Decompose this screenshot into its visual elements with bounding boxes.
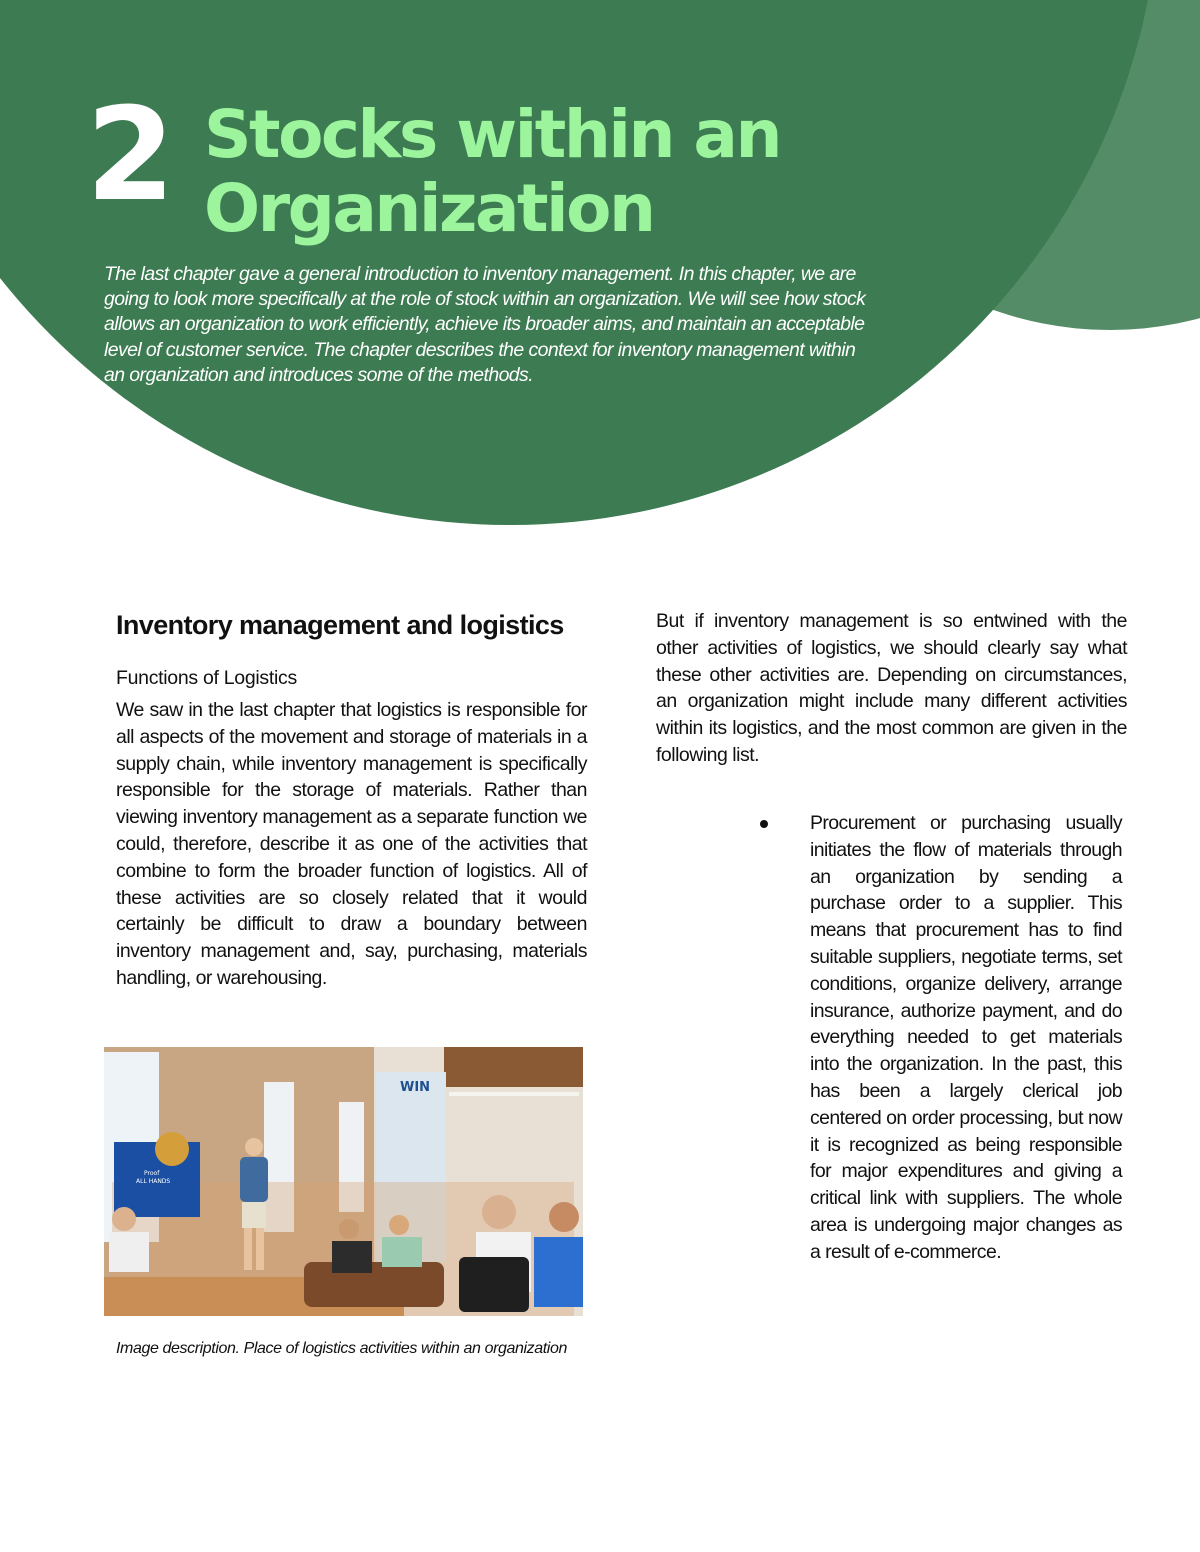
logistics-activities-list <box>760 810 1122 1266</box>
left-paragraph: We saw in the last chapter that logistics is responsible for all aspects of the movement and storage of materials in a supply chain, while inventory management is specifically responsible for the storage of materials. Rather than viewing inventory management as a separate function we could, therefore, describe it as one of the activities that combine to form the broader function of logistics. All of these activities are so closely related that it would certainly be difficult to draw a boundary between inventory management and, say, purchasing, materials handling, or warehousing. <box>116 699 587 989</box>
subheading: Functions of Logistics <box>116 667 297 689</box>
presenter-leg <box>256 1228 264 1270</box>
audience-member <box>549 1202 579 1232</box>
chapter-intro: The last chapter gave a general introduction to inventory management. In this chapter, we are going to look more specifically at the role of stock within an organization. We will see how stock allows an organization to work efficiently, achieve its broader aims, and maintain an acceptable level of customer service. The chapter describes the context for inventory management within an organization and introduces some of the methods. <box>104 263 866 386</box>
pendant-lamp <box>155 1132 189 1166</box>
chapter-title-line-2: Organization <box>204 170 654 247</box>
office-chair <box>459 1257 529 1312</box>
bullet-icon <box>760 820 768 828</box>
presenter-shorts <box>242 1202 266 1228</box>
wood-ceiling <box>444 1047 583 1087</box>
audience-member <box>109 1232 149 1272</box>
chapter-title <box>204 98 844 246</box>
audience-member <box>112 1207 136 1231</box>
office-meeting-photo <box>104 1047 583 1316</box>
audience-member <box>382 1237 422 1267</box>
right-paragraph: But if inventory management is so entwined with the other activities of logistics, we should clearly say what these other activities are. Depending on circumstances, an organization might include many different activities within its logistics, and the most common are given in the following list. <box>656 610 1127 766</box>
presenter-head <box>245 1138 263 1156</box>
audience-member <box>339 1219 359 1239</box>
audience-member <box>389 1215 409 1235</box>
chapter-title-line-1: Stocks within an <box>204 96 780 173</box>
office-meeting-illustration <box>104 1047 583 1316</box>
left-column <box>116 607 587 992</box>
wall-sign-text: WIN <box>400 1080 431 1095</box>
right-column <box>656 608 1127 769</box>
list-item <box>760 810 1122 1266</box>
figure-caption: Image description. Place of logistics activities within an organization <box>116 1340 567 1357</box>
chapter-number: 2 <box>86 81 172 230</box>
audience-member <box>482 1195 516 1229</box>
presenter-leg <box>244 1228 252 1270</box>
audience-member <box>534 1237 583 1307</box>
presenter-shirt <box>240 1157 268 1202</box>
tv-screen-text-2: ALL HANDS <box>136 1178 171 1185</box>
leather-sofa <box>304 1262 444 1307</box>
section-heading: Inventory management and logistics <box>116 610 564 640</box>
audience-member <box>332 1241 372 1273</box>
tv-screen-text-1: Proof <box>144 1170 160 1177</box>
ceiling-light <box>449 1092 579 1096</box>
list-item-text: Procurement or purchasing usually initiates the flow of materials through an organization by sending a purchase order to a supplier. This means that procurement has to find suitable suppliers, negotiate terms, set conditions, organize delivery, arrange insurance, authorize payment, and do everything needed to get materials into the organization. In the past, this has been a largely clerical job centered on order processing, but now it is recognized as being responsible for major expenditures and giving a critical link with suppliers. The whole area is undergoing major changes as a result of e-commerce. <box>810 812 1122 1263</box>
